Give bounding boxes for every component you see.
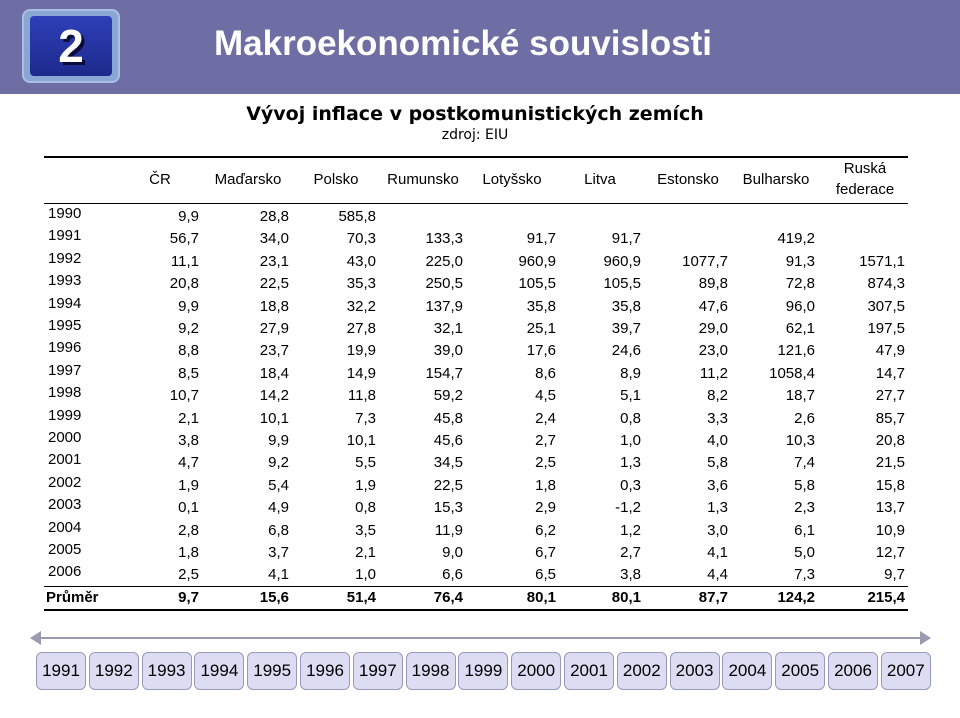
table-cell: 35,8 (611, 297, 641, 315)
slide-title: Makroekonomické souvislosti (214, 24, 712, 63)
row-year: 1995 (48, 317, 82, 334)
table-cell: 62,1 (785, 320, 815, 337)
table-cell: 27,7 (875, 387, 905, 405)
table-cell: 35,8 (526, 297, 556, 315)
table-cell: 1,3 (707, 499, 728, 517)
table-cell: 2,4 (535, 409, 556, 427)
table-cell: 15,3 (433, 499, 463, 517)
table-cell: 9,9 (178, 208, 199, 225)
table-cell: 3,0 (707, 521, 728, 539)
table-cell: 6,5 (535, 566, 556, 584)
year-button-1996[interactable]: 1996 (300, 652, 350, 690)
table-cell: 14,2 (259, 387, 289, 405)
table-cell: 10,1 (346, 432, 376, 449)
year-button-1992[interactable]: 1992 (89, 652, 139, 690)
row-year: 1996 (48, 339, 82, 357)
table-cell: 2,5 (535, 454, 556, 472)
row-year: 1994 (48, 294, 82, 312)
table-cell: 15,8 (875, 476, 905, 494)
table-cell: 47,6 (698, 297, 728, 315)
table-cell: 39,7 (611, 320, 641, 337)
table-cell: 4,1 (268, 566, 289, 584)
table-cell: 1,0 (620, 432, 641, 449)
table-cell: 960,9 (518, 252, 556, 270)
table-top-rule (44, 156, 908, 158)
table-cell: 11,9 (434, 521, 463, 539)
average-cell: 15,6 (259, 589, 289, 606)
average-cell: 80,1 (611, 589, 641, 606)
column-header: Estonsko (657, 171, 719, 188)
table-cell: 2,8 (178, 521, 199, 539)
row-year: 2001 (48, 451, 82, 469)
table-cell: 32,1 (433, 320, 463, 337)
average-label: Průměr (46, 589, 99, 606)
table-cell: 89,8 (698, 275, 728, 293)
table-cell: 45,8 (433, 409, 463, 427)
column-header: Maďarsko (214, 171, 282, 188)
table-cell: 960,9 (603, 252, 641, 270)
table-cell: 11,8 (347, 387, 376, 405)
table-cell: 72,8 (785, 275, 815, 293)
table-cell: 154,7 (425, 364, 463, 382)
table-cell: 70,3 (346, 230, 376, 248)
table-cell: 8,2 (707, 387, 728, 405)
table-cell: 85,7 (875, 409, 905, 427)
table-cell: 2,1 (355, 544, 376, 561)
column-header: Rumunsko (387, 171, 459, 188)
column-header: Ruská (843, 160, 887, 177)
table-cell: 4,0 (707, 432, 728, 449)
row-year: 1999 (48, 406, 82, 424)
table-cell: 9,9 (268, 432, 289, 449)
table-cell: 9,2 (178, 320, 199, 337)
year-button-1993[interactable]: 1993 (142, 652, 192, 690)
table-cell: 9,2 (268, 454, 289, 472)
table-cell: 23,7 (259, 342, 289, 360)
average-cell: 51,4 (346, 589, 376, 606)
table-cell: 5,1 (620, 387, 641, 405)
table-cell: 24,6 (611, 342, 641, 360)
table-cell: 18,7 (785, 387, 815, 405)
year-button-1998[interactable]: 1998 (406, 652, 456, 690)
column-header: ČR (149, 171, 171, 188)
table-cell: 21,5 (875, 454, 905, 472)
table-cell: 13,7 (875, 499, 905, 517)
arrow-left-icon (30, 631, 41, 645)
table-cell: 4,9 (268, 499, 289, 517)
table-cell: 3,7 (268, 544, 289, 561)
table-cell: 22,5 (433, 476, 463, 494)
table-cell: 19,9 (346, 342, 376, 360)
year-button-2000[interactable]: 2000 (511, 652, 561, 690)
table-cell: 105,5 (518, 275, 556, 293)
table-cell: 2,9 (535, 499, 556, 517)
table-cell: 2,7 (535, 432, 556, 449)
table-cell: 8,8 (178, 342, 199, 360)
year-button-2007[interactable]: 2007 (881, 652, 931, 690)
row-year: 2005 (48, 541, 82, 558)
table-cell: 12,7 (875, 544, 905, 561)
table-cell: 2,6 (794, 409, 815, 427)
table-cell: 8,5 (178, 364, 199, 382)
table-cell: 197,5 (867, 320, 905, 337)
table-cell: 22,5 (259, 275, 289, 293)
year-button-2006[interactable]: 2006 (828, 652, 878, 690)
table-average-rule (44, 586, 908, 587)
year-button-2004[interactable]: 2004 (722, 652, 772, 690)
table-cell: 5,4 (268, 476, 289, 494)
table-cell: 6,2 (535, 521, 556, 539)
table-cell: 137,9 (425, 297, 463, 315)
table-cell: 419,2 (777, 230, 815, 248)
table-cell: 874,3 (867, 275, 905, 293)
table-cell: 35,3 (346, 275, 376, 293)
table-cell: 25,1 (526, 320, 556, 337)
table-cell: 39,0 (433, 342, 463, 360)
table-cell: 1,2 (620, 521, 641, 539)
table-cell: 1,8 (535, 476, 556, 494)
table-cell: 105,5 (603, 275, 641, 293)
table-cell: 4,4 (707, 566, 728, 584)
column-header: Litva (584, 171, 616, 188)
table-cell: 3,3 (707, 409, 728, 427)
table-cell: 45,6 (433, 432, 463, 449)
table-cell: 20,8 (169, 275, 199, 293)
table-cell: 5,8 (794, 476, 815, 494)
table-cell: 43,0 (346, 252, 376, 270)
year-button-1991[interactable]: 1991 (36, 652, 86, 690)
table-cell: 0,3 (620, 476, 641, 494)
table-cell: 2,7 (620, 544, 641, 561)
table-cell: 1077,7 (682, 252, 728, 270)
slide-header (0, 0, 960, 94)
table-cell: 1058,4 (769, 364, 815, 382)
table-cell: 28,8 (259, 208, 289, 225)
column-header: Bulharsko (742, 171, 810, 188)
table-cell: 5,0 (794, 544, 815, 561)
table-cell: 6,8 (268, 521, 289, 539)
table-cell: 20,8 (875, 432, 905, 449)
row-year: 2006 (48, 563, 82, 581)
row-year: 1991 (48, 227, 82, 245)
table-cell: 91,7 (526, 230, 556, 248)
table-cell: 4,5 (535, 387, 556, 405)
table-cell: 91,7 (611, 230, 641, 248)
table-cell: 9,0 (442, 544, 463, 561)
year-button-2003[interactable]: 2003 (670, 652, 720, 690)
row-year: 1998 (48, 384, 82, 402)
table-source: zdroj: EIU (441, 127, 509, 143)
table-cell: 32,2 (346, 297, 376, 315)
table-cell: 4,7 (178, 454, 199, 472)
table-cell: 1,0 (355, 566, 376, 584)
row-year: 2003 (48, 496, 82, 514)
average-cell: 124,2 (777, 589, 815, 606)
average-cell: 76,4 (433, 589, 463, 606)
table-cell: 0,8 (620, 409, 641, 427)
average-cell: 215,4 (867, 589, 905, 606)
table-cell: 29,0 (698, 320, 728, 337)
table-cell: 14,9 (346, 364, 376, 382)
table-title: Vývoj inflace v postkomunistických zemích (246, 103, 704, 125)
table-cell: 23,1 (259, 252, 289, 270)
year-button-2005[interactable]: 2005 (775, 652, 825, 690)
table-cell: 8,9 (620, 364, 641, 382)
row-year: 2002 (48, 473, 82, 491)
table-cell: 0,1 (178, 499, 199, 517)
table-cell: 1,9 (178, 476, 199, 494)
table-cell: 6,1 (794, 521, 815, 539)
table-cell: -1,2 (615, 499, 641, 517)
table-cell: 307,5 (867, 297, 905, 315)
table-cell: 47,9 (875, 342, 905, 360)
table-cell: 56,7 (169, 230, 199, 248)
slide-number: 2 (58, 20, 84, 72)
table-cell: 17,6 (526, 342, 556, 360)
table-cell: 5,5 (355, 454, 376, 472)
table-cell: 1571,1 (859, 252, 905, 270)
year-button-1999[interactable]: 1999 (458, 652, 508, 690)
table-cell: 18,8 (259, 297, 289, 315)
table-cell: 0,8 (355, 499, 376, 517)
slide-number-badge (22, 9, 120, 83)
table-cell: 27,8 (346, 320, 376, 337)
row-year: 1993 (48, 272, 82, 290)
table-cell: 7,3 (794, 566, 815, 584)
table-cell: 34,0 (259, 230, 289, 248)
table-cell: 14,7 (875, 364, 905, 382)
row-year: 2000 (48, 429, 82, 446)
table-cell: 133,3 (425, 230, 463, 248)
table-cell: 11,2 (699, 364, 728, 382)
table-cell: 2,1 (178, 409, 199, 427)
column-header: Lotyšsko (482, 171, 542, 188)
table-cell: 10,1 (259, 409, 289, 427)
table-cell: 3,8 (178, 432, 199, 449)
table-cell: 1,8 (178, 544, 199, 561)
table-cell: 585,8 (338, 208, 376, 225)
table-header-rule (44, 203, 908, 204)
table-cell: 96,0 (785, 297, 815, 315)
row-year: 1992 (48, 249, 82, 267)
year-button-2002[interactable]: 2002 (617, 652, 667, 690)
table-cell: 3,6 (707, 476, 728, 494)
table-cell: 1,3 (620, 454, 641, 472)
table-cell: 121,6 (777, 342, 815, 360)
table-cell: 3,5 (355, 521, 376, 539)
table-cell: 9,7 (884, 566, 905, 584)
column-header: Polsko (313, 171, 359, 188)
table-cell: 7,3 (355, 409, 376, 427)
timeline-line (38, 637, 924, 639)
average-cell: 87,7 (698, 589, 728, 606)
row-year: 2004 (48, 518, 82, 536)
table-cell: 250,5 (425, 275, 463, 293)
table-cell: 2,3 (794, 499, 815, 517)
year-button-1997[interactable]: 1997 (353, 652, 403, 690)
arrow-right-icon (920, 631, 931, 645)
table-cell: 1,9 (355, 476, 376, 494)
table-cell: 225,0 (425, 252, 463, 270)
year-button-2001[interactable]: 2001 (564, 652, 614, 690)
table-cell: 23,0 (698, 342, 728, 360)
table-cell: 10,7 (169, 387, 199, 405)
average-cell: 80,1 (526, 589, 556, 606)
table-cell: 27,9 (259, 320, 289, 337)
table-cell: 5,8 (707, 454, 728, 472)
row-year: 1990 (48, 205, 82, 222)
table-cell: 59,2 (433, 387, 463, 405)
table-cell: 3,8 (620, 566, 641, 584)
year-button-1994[interactable]: 1994 (194, 652, 244, 690)
table-cell: 34,5 (433, 454, 463, 472)
table-cell: 18,4 (259, 364, 289, 382)
table-bottom-rule (44, 609, 908, 611)
table-cell: 10,3 (785, 432, 815, 449)
table-cell: 11,1 (170, 252, 199, 270)
year-button-1995[interactable]: 1995 (247, 652, 297, 690)
table-cell: 2,5 (178, 566, 199, 584)
row-year: 1997 (48, 361, 82, 379)
table-cell: 8,6 (535, 364, 556, 382)
average-cell: 9,7 (178, 589, 199, 606)
table-cell: 9,9 (178, 297, 199, 315)
column-header: federace (835, 181, 895, 198)
table-cell: 6,7 (535, 544, 556, 561)
table-cell: 10,9 (875, 521, 905, 539)
table-cell: 91,3 (785, 252, 815, 270)
table-cell: 6,6 (442, 566, 463, 584)
table-cell: 4,1 (707, 544, 728, 561)
table-cell: 7,4 (794, 454, 815, 472)
